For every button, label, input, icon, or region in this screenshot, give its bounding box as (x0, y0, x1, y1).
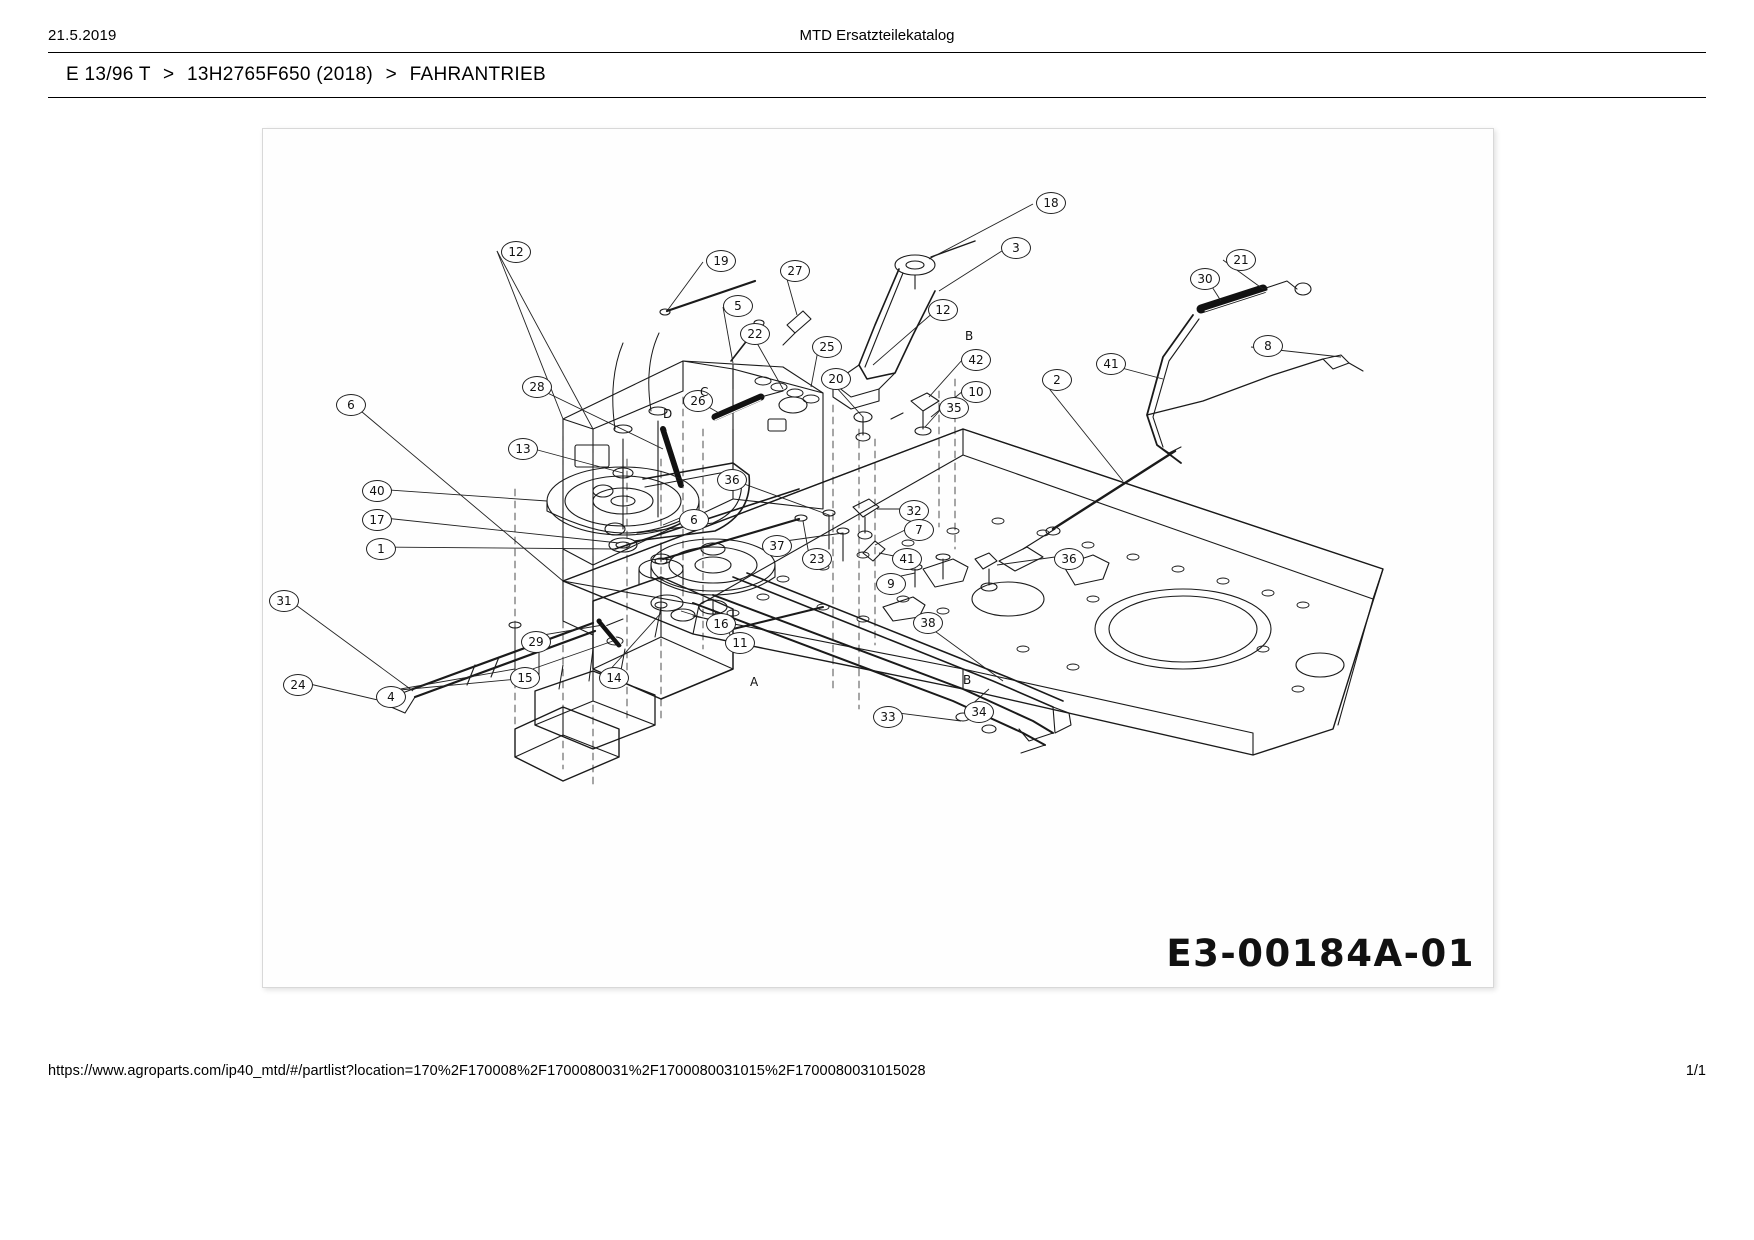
diagram-linework (263, 129, 1494, 988)
callout-41[interactable]: 41 (892, 548, 922, 570)
callout-33[interactable]: 33 (873, 706, 903, 728)
callout-8[interactable]: 8 (1253, 335, 1283, 357)
exploded-parts-diagram[interactable] (262, 128, 1494, 988)
section-letter-b-0: B (965, 329, 974, 343)
callout-29[interactable]: 29 (521, 631, 551, 653)
callout-6[interactable]: 6 (679, 509, 709, 531)
callout-27[interactable]: 27 (780, 260, 810, 282)
drawing-code: E3-00184A-01 (1166, 932, 1475, 975)
callout-40[interactable]: 40 (362, 480, 392, 502)
callout-6[interactable]: 6 (336, 394, 366, 416)
callout-24[interactable]: 24 (283, 674, 313, 696)
callout-34[interactable]: 34 (964, 701, 994, 723)
callout-23[interactable]: 23 (802, 548, 832, 570)
callout-10[interactable]: 10 (961, 381, 991, 403)
callout-28[interactable]: 28 (522, 376, 552, 398)
callout-38[interactable]: 38 (913, 612, 943, 634)
section-letter-c-1: C (700, 385, 709, 399)
breadcrumb-part-number[interactable]: 13H2765F650 (2018) (187, 64, 374, 85)
callout-41[interactable]: 41 (1096, 353, 1126, 375)
callout-20[interactable]: 20 (821, 368, 851, 390)
callout-37[interactable]: 37 (762, 535, 792, 557)
callout-31[interactable]: 31 (269, 590, 299, 612)
callout-19[interactable]: 19 (706, 250, 736, 272)
breadcrumb-section[interactable]: FAHRANTRIEB (409, 64, 546, 85)
callout-2[interactable]: 2 (1042, 369, 1072, 391)
callout-7[interactable]: 7 (904, 519, 934, 541)
callout-15[interactable]: 15 (510, 667, 540, 689)
callout-9[interactable]: 9 (876, 573, 906, 595)
header-catalog-title: MTD Ersatzteilekatalog (799, 27, 955, 44)
callout-21[interactable]: 21 (1226, 249, 1256, 271)
callout-17[interactable]: 17 (362, 509, 392, 531)
section-letter-a-3: A (750, 675, 759, 689)
callout-36[interactable]: 36 (1054, 548, 1084, 570)
callout-42[interactable]: 42 (961, 349, 991, 371)
section-letter-b-4: B (963, 673, 972, 687)
callout-12[interactable]: 12 (928, 299, 958, 321)
header-date: 21.5.2019 (48, 27, 117, 44)
callout-12[interactable]: 12 (501, 241, 531, 263)
breadcrumb-separator-2: > (385, 64, 398, 85)
callout-1[interactable]: 1 (366, 538, 396, 560)
header-divider-top (48, 52, 1706, 53)
callout-30[interactable]: 30 (1190, 268, 1220, 290)
callout-11[interactable]: 11 (725, 632, 755, 654)
callout-5[interactable]: 5 (723, 295, 753, 317)
section-letter-d-2: D (663, 407, 673, 421)
callout-26[interactable]: 26 (683, 390, 713, 412)
callout-16[interactable]: 16 (706, 613, 736, 635)
breadcrumb (66, 64, 546, 86)
callout-35[interactable]: 35 (939, 397, 969, 419)
callout-4[interactable]: 4 (376, 686, 406, 708)
callout-18[interactable]: 18 (1036, 192, 1066, 214)
callout-22[interactable]: 22 (740, 323, 770, 345)
breadcrumb-model[interactable]: E 13/96 T (66, 64, 151, 85)
header-divider-bottom (48, 97, 1706, 98)
callout-32[interactable]: 32 (899, 500, 929, 522)
callout-25[interactable]: 25 (812, 336, 842, 358)
callout-14[interactable]: 14 (599, 667, 629, 689)
footer-page-number: 1/1 (1685, 1063, 1706, 1079)
page-header (48, 27, 1706, 47)
callout-36[interactable]: 36 (717, 469, 747, 491)
footer-url[interactable]: https://www.agroparts.com/ip40_mtd/#/partlist?location=170%2F170008%2F1700080031%2F1700080031015%2F1700080031015028 (48, 1063, 926, 1079)
callout-13[interactable]: 13 (508, 438, 538, 460)
breadcrumb-separator-1: > (163, 64, 175, 85)
callout-3[interactable]: 3 (1001, 237, 1031, 259)
